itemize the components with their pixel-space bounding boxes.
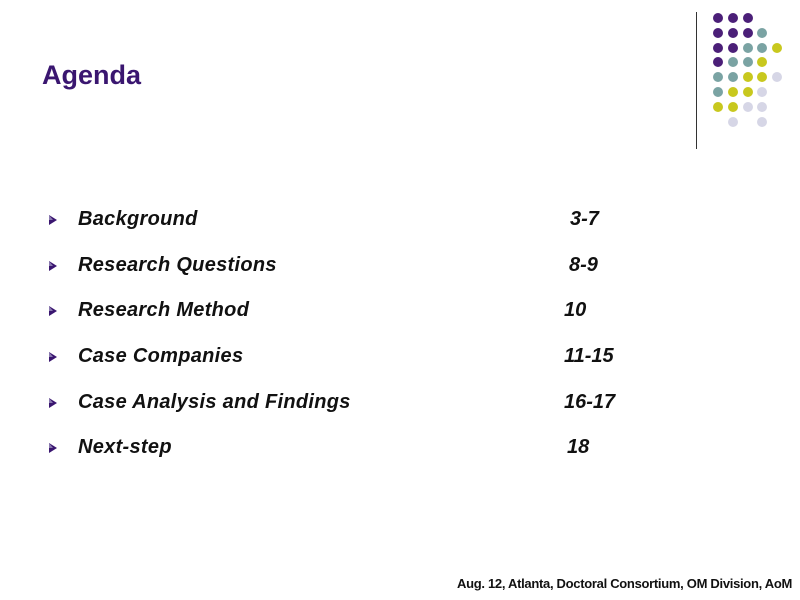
arrow-bullet-icon xyxy=(49,261,57,271)
slide-footer: Aug. 12, Atlanta, Doctoral Consortium, OM Division, AoM xyxy=(456,576,792,591)
agenda-item-label: Case Companies xyxy=(78,345,244,367)
agenda-item-label: Background xyxy=(78,208,198,230)
arrow-bullet-icon xyxy=(49,215,57,225)
arrow-bullet-icon xyxy=(49,306,57,316)
arrow-bullet-icon xyxy=(49,398,57,408)
arrow-bullet-icon xyxy=(49,443,57,453)
agenda-item-pages: 8-9 xyxy=(569,254,598,276)
agenda-item-pages: 16-17 xyxy=(564,391,616,413)
agenda-item-case-companies xyxy=(0,345,800,371)
agenda-item-label: Case Analysis and Findings xyxy=(78,391,351,413)
agenda-item-research-method xyxy=(0,299,800,325)
agenda-item-pages: 10 xyxy=(564,299,587,321)
agenda-item-pages: 11-15 xyxy=(564,345,614,367)
agenda-item-pages: 18 xyxy=(567,436,590,458)
agenda-item-research-questions xyxy=(0,254,800,280)
agenda-item-label: Research Method xyxy=(78,299,250,321)
agenda-item-label: Next-step xyxy=(78,436,172,458)
agenda-item-next-step xyxy=(0,436,800,462)
agenda-item-label: Research Questions xyxy=(78,254,277,276)
slide-title: Agenda xyxy=(42,60,142,90)
agenda-item-pages: 3-7 xyxy=(570,208,599,230)
agenda-item-case-analysis xyxy=(0,391,800,417)
arrow-bullet-icon xyxy=(49,352,57,362)
agenda-item-background xyxy=(0,208,800,234)
